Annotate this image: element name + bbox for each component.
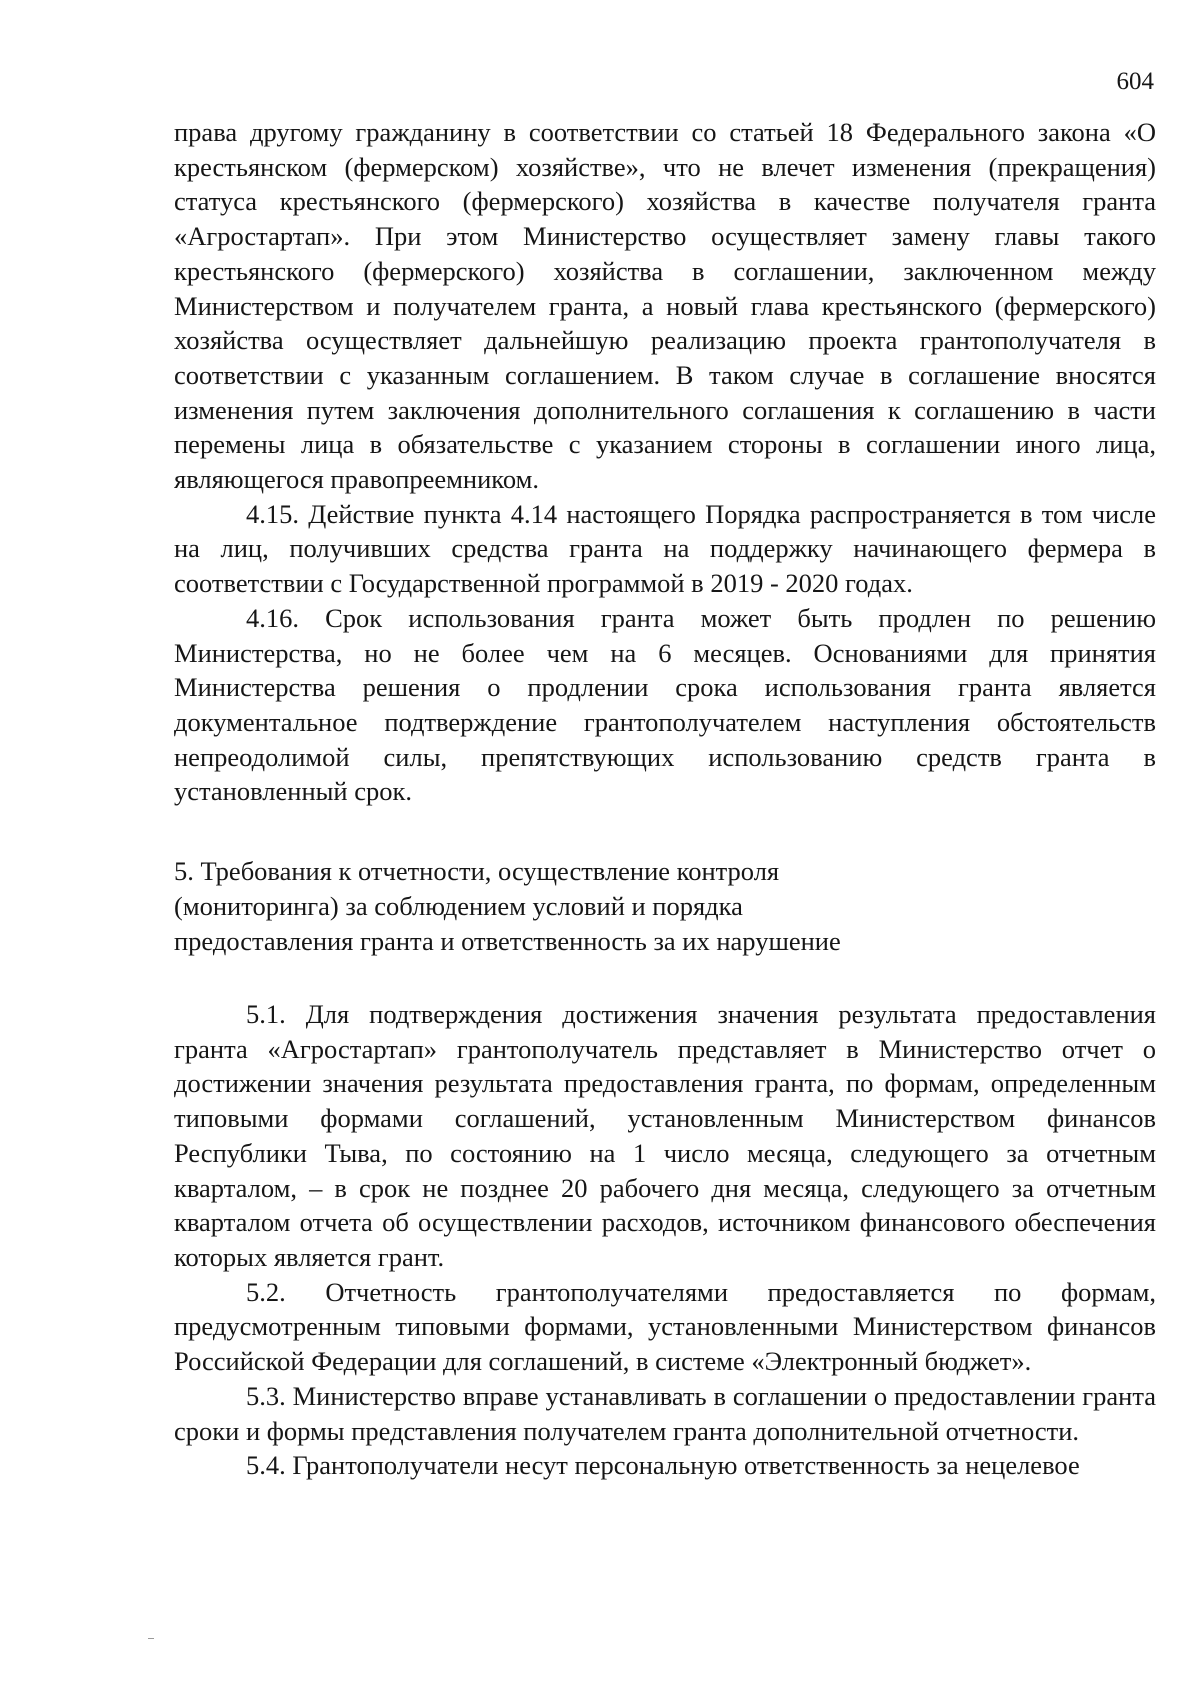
section-heading-line: 5. Требования к отчетности, осуществление контроля <box>174 856 780 887</box>
paragraph-clause-4-16: 4.16. Срок использования гранта может быть продлен по решению Министерства, но не более чем на 6 месяцев. Основаниями для принятия Министерства решения о продлении срока использования гранта является документальное подтверждение грантополучателем наступления обстоятельств непреодолимой силы, препятствующих использованию средств гранта в установленный срок. <box>174 602 1156 807</box>
section-heading <box>174 854 1156 959</box>
paragraph-clause-5-3: 5.3. Министерство вправе устанавливать в соглашении о предоставлении гранта сроки и формы представления получателем гранта дополнительной отчетности. <box>174 1380 1156 1446</box>
page-number: 604 <box>1116 68 1154 95</box>
paragraph-clause-5-2: 5.2. Отчетность грантополучателями предоставляется по формам, предусмотренным типовыми формами, установленными Министерством финансов Российской Федерации для соглашений, в системе «Электронный бюджет». <box>174 1276 1156 1377</box>
section-heading-line: предоставления гранта и ответственность за их нарушение <box>174 926 841 957</box>
section-heading-line: (мониторинга) за соблюдением условий и порядка <box>174 891 743 922</box>
paragraph-continuation: права другому гражданину в соответствии со статьей 18 Федерального закона «О крестьянском (фермерском) хозяйстве», что не влечет изменения (прекращения) статуса крестьянского (фермерского) хозяйства в качестве получателя гранта «Агростартап». При этом Министерство осуществляет замену главы такого крестьянского (фермерского) хозяйства в соглашении, заключенном между Министерством и получателем гранта, а новый глава крестьянского (фермерского) хозяйства осуществляет дальнейшую реализацию проекта грантополучателя в соответствии с указанным соглашением. В таком случае в соглашение вносятся изменения путем заключения дополнительного соглашения к соглашению в части перемены лица в обязательстве с указанием стороны в соглашении иного лица, являющегося правопреемником. <box>174 117 1156 495</box>
paragraph-clause-5-1: 5.1. Для подтверждения достижения значения результата предоставления гранта «Агростартап» грантополучатель представляет в Министерство отчет о достижении значения результата предоставления гранта, по формам, определенным типовыми формами соглашений, установленным Министерством финансов Республики Тыва, по состоянию на 1 число месяца, следующего за отчетным кварталом, – в срок не позднее 20 рабочего дня месяца, следующего за отчетным кварталом отчета об осуществлении расходов, источником финансового обеспечения которых является грант. <box>174 999 1156 1272</box>
paragraph-clause-4-15: 4.15. Действие пункта 4.14 настоящего Порядка распространяется в том числе на лиц, получивших средства гранта на поддержку начинающего фермера в соответствии с Государственной программой в 2019 - 2020 годах. <box>174 498 1156 599</box>
paragraph-clause-5-4: 5.4. Грантополучатели несут персональную ответственность за нецелевое <box>246 1450 1080 1481</box>
scan-artifact <box>148 1638 154 1639</box>
document-body <box>174 115 1156 1483</box>
